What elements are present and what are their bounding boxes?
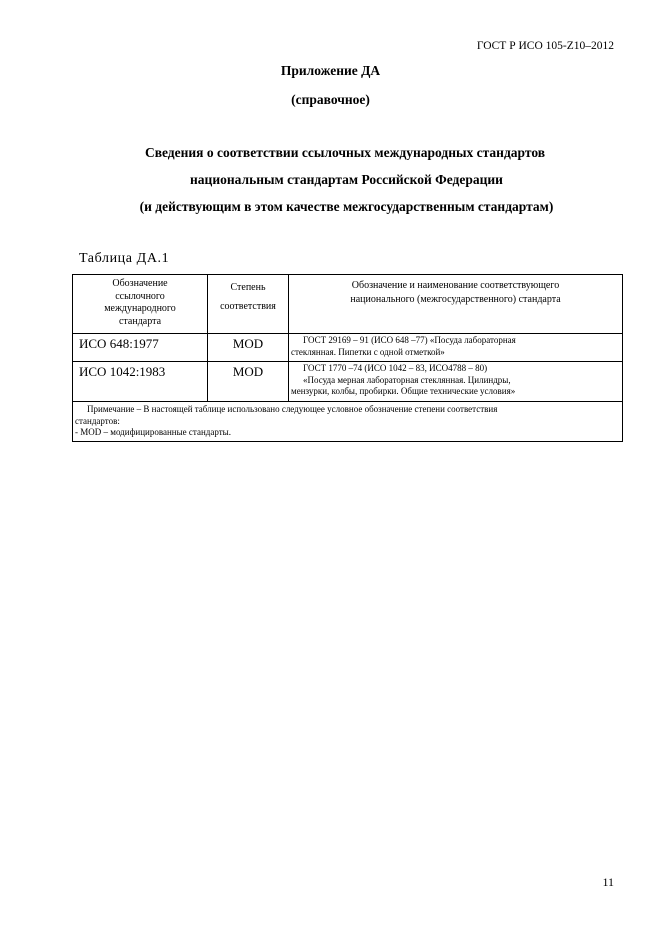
header-ref-line: ссылочного [115, 290, 165, 302]
national-standard-line: ГОСТ 29169 – 91 (ИСО 648 –77) «Посуда лабораторная [303, 335, 516, 345]
header-national-line: Обозначение и наименование соответствующего [351, 280, 560, 291]
table-caption: Таблица ДА.1 [79, 251, 170, 266]
national-standard-line: ГОСТ 1770 –74 (ИСО 1042 – 83, ИСО4788 – 80) [303, 363, 488, 373]
note-line: - MOD – модифицированные стандарты. [75, 427, 231, 437]
header-ref-line: Обозначение [112, 278, 168, 289]
ref-standard-cell: ИСО 648:1977 [73, 334, 208, 362]
heading-line-1: Сведения о соответствии ссылочных международных стандартов [144, 145, 546, 160]
table-header-row [73, 275, 623, 334]
document-code: ГОСТ Р ИСО 105-Z10–2012 [476, 40, 614, 52]
header-degree-line: соответствия [220, 301, 276, 312]
page-number: 11 [602, 875, 614, 889]
header-national-line: национального (межгосударственного) стандарта [350, 293, 561, 305]
header-degree [208, 275, 289, 334]
header-ref-line: стандарта [118, 315, 162, 327]
degree-cell: MOD [208, 362, 289, 402]
appendix-title: Приложение ДА [280, 63, 381, 78]
note-line: Примечание – В настоящей таблице использовано следующее условное обозначение степени соответствия [87, 404, 498, 414]
national-standard-cell [289, 334, 623, 362]
national-standard-line: «Посуда мерная лабораторная стеклянная. Цилиндры, [303, 374, 511, 385]
national-standard-line: стеклянная. Пипетки с одной отметкой» [291, 346, 445, 357]
national-standard-line: мензурки, колбы, пробирки. Общие технические условия» [291, 386, 516, 396]
note-line: стандартов: [75, 415, 120, 426]
appendix-subtitle: (справочное) [291, 92, 370, 107]
table-note [73, 402, 623, 442]
table-row [73, 362, 623, 402]
table-row [73, 334, 623, 362]
heading-line-3: (и действующим в этом качестве межгосударственным стандартам) [139, 199, 554, 214]
correspondence-table [72, 274, 623, 442]
header-ref-standard [73, 275, 208, 334]
national-standard-cell [289, 362, 623, 402]
header-degree-line: Степень [230, 282, 266, 293]
header-national-standard [289, 275, 623, 334]
header-ref-line: международного [104, 303, 176, 314]
degree-cell: MOD [208, 334, 289, 362]
table-note-row [73, 402, 623, 442]
heading-line-2: национальным стандартам Российской Федерации [190, 172, 503, 187]
ref-standard-cell: ИСО 1042:1983 [73, 362, 208, 402]
